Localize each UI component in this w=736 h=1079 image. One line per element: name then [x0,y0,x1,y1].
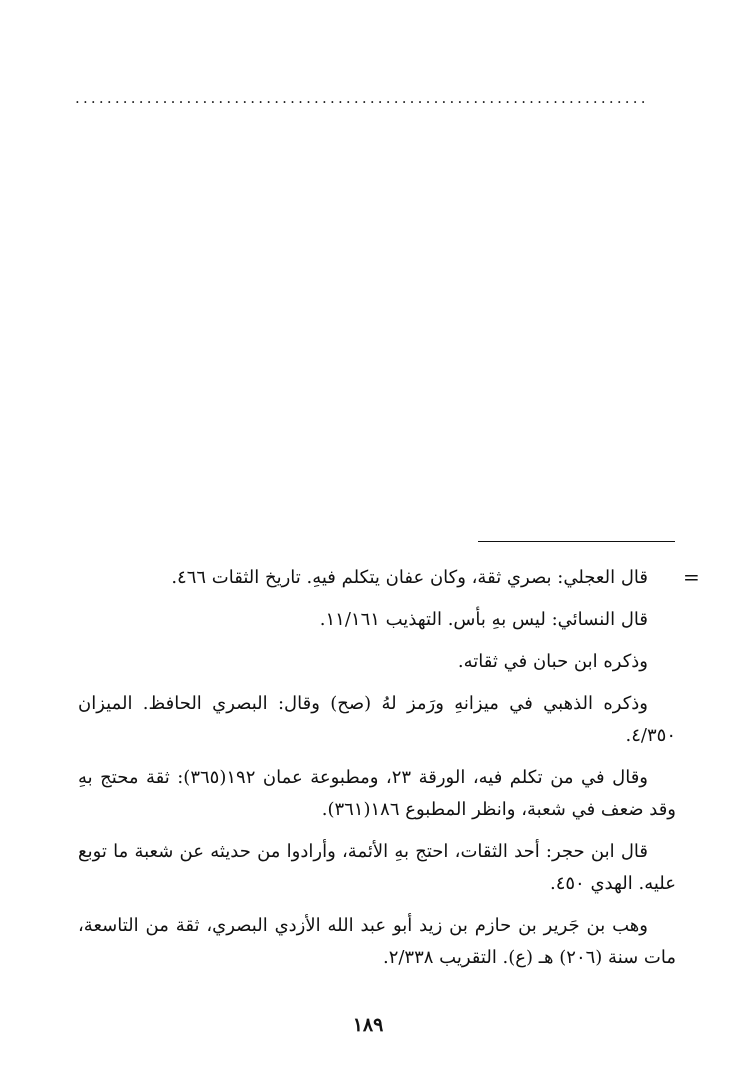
footnote-paragraph: وذكره ابن حبان في ثقاته. [457,651,648,672]
footnote-paragraph: قال النسائي: ليس بهِ بأس. التهذيب ١١/١٦١. [319,609,648,630]
footnote-paragraph: وهب بن جَرير بن حازم بن زيد أبو عبد الله الأزدي البصري، ثقة من التاسعة، مات سنة (٢٠٦) هـ (ع). التقريب ٢/٣٣٨. [78,915,676,968]
footnote-paragraph: قال العجلي: بصري ثقة، وكان عفان يتكلم فيهِ. تاريخ الثقات ٤٦٦. [171,567,648,588]
dotted-separator: ........................................................................ [75,89,649,107]
footnote-paragraph: وذكره الذهبي في ميزانهِ ورَمز لهُ (صح) وقال: البصري الحافظ. الميزان ٤/٣٥٠. [78,693,676,746]
footnote-paragraph: وقال في من تكلم فيه، الورقة ٢٣، ومطبوعة عمان ١٩٢(٣٦٥): ثقة محتج بهِ وقد ضعف في شعبة، وانظر المطبوع ١٨٦(٣٦١). [78,767,676,820]
footnotes-block [78,562,676,984]
page-number: ١٨٩ [352,1014,384,1036]
continuation-mark: = [683,565,700,589]
footnote-rule [478,541,675,542]
footnote-paragraph: قال ابن حجر: أحد الثقات، احتج بهِ الأئمة، وأرادوا من حديثه عن شعبة ما توبع عليه. الهدي ٤٥٠. [78,841,676,894]
